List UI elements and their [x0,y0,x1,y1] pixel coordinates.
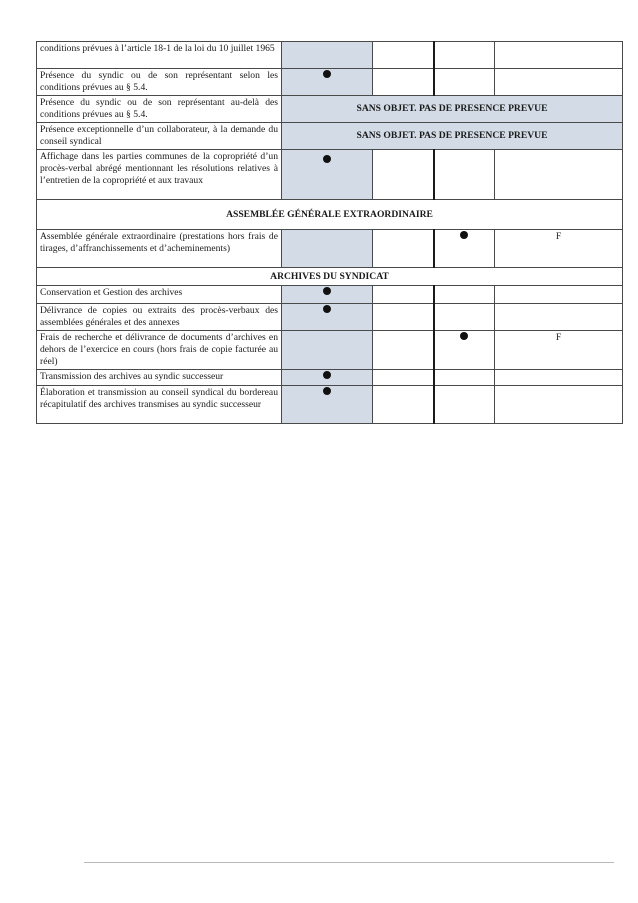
cell-included [282,69,373,96]
bullet-dot-icon [460,332,468,340]
row-description: Élaboration et transmission au conseil syndical du bordereau récapitulatif des archives transmises au syndic successeur [37,386,282,424]
table-row [37,150,623,200]
cell-empty [373,286,434,304]
cell-empty [495,370,623,386]
cell-empty [495,42,623,69]
table-row [37,286,623,304]
row-description: Transmission des archives au syndic successeur [37,370,282,386]
cell-empty [373,304,434,331]
bullet-dot-icon [323,70,331,78]
fee-type: F [495,230,623,268]
cell-empty [434,286,495,304]
row-description: Affichage dans les parties communes de la copropriété d’un procès-verbal abrégé mentionnant les résolutions relatives à l’entretien de la copropriété et aux travaux [37,150,282,200]
section-row [37,200,623,230]
table-row [37,96,623,123]
row-description: Délivrance de copies ou extraits des procès-verbaux des assemblées générales et des annexes [37,304,282,331]
cell-included [282,230,373,268]
cell-included [282,386,373,424]
row-description: Assemblée générale extraordinaire (prestations hors frais de tirages, d’affranchissements et d’acheminements) [37,230,282,268]
table-row [37,304,623,331]
cell-empty [373,331,434,370]
bullet-dot-icon [323,287,331,295]
row-description: Présence exceptionnelle d’un collaborateur, à la demande du conseil syndical [37,123,282,150]
section-row [37,268,623,286]
not-applicable-banner: SANS OBJET. PAS DE PRESENCE PREVUE [282,123,623,150]
cell-empty [434,386,495,424]
table-row [37,123,623,150]
cell-empty [434,150,495,200]
cell-included [282,286,373,304]
cell-empty [373,150,434,200]
cell-empty [373,42,434,69]
cell-empty [373,230,434,268]
table-row [37,370,623,386]
cell-included [282,150,373,200]
cell-empty [434,370,495,386]
table-row [37,42,623,69]
cell-empty [434,69,495,96]
table-row [37,331,623,370]
table-row [37,69,623,96]
fee-type: F [495,331,623,370]
bullet-dot-icon [323,371,331,379]
row-description: Conservation et Gestion des archives [37,286,282,304]
cell-empty [434,304,495,331]
row-description: Présence du syndic ou de son représentant selon les conditions prévues au § 5.4. [37,69,282,96]
section-header: ARCHIVES DU SYNDICAT [37,268,623,286]
cell-included [282,42,373,69]
cell-included [282,304,373,331]
cell-empty [434,42,495,69]
cell-included [282,331,373,370]
cell-extra [434,230,495,268]
cell-empty [373,386,434,424]
cell-included [282,370,373,386]
table-row [37,386,623,424]
bullet-dot-icon [323,305,331,313]
row-description: Présence du syndic ou de son représentant au-delà des conditions prévues au § 5.4. [37,96,282,123]
cell-empty [495,304,623,331]
cell-empty [495,150,623,200]
cell-empty [495,286,623,304]
bullet-dot-icon [323,387,331,395]
cell-empty [373,370,434,386]
row-description: conditions prévues à l’article 18-1 de la loi du 10 juillet 1965 [37,42,282,69]
tariff-table [36,41,623,424]
section-header: ASSEMBLÉE GÉNÉRALE EXTRAORDINAIRE [37,200,623,230]
bullet-dot-icon [460,231,468,239]
cell-empty [373,69,434,96]
row-description: Frais de recherche et délivrance de documents d’archives en dehors de l’exercice en cours (hors frais de copie facturée au réel) [37,331,282,370]
footer-divider [84,862,614,863]
bullet-dot-icon [323,155,331,163]
not-applicable-banner: SANS OBJET. PAS DE PRESENCE PREVUE [282,96,623,123]
cell-empty [495,69,623,96]
table-row [37,230,623,268]
cell-extra [434,331,495,370]
cell-empty [495,386,623,424]
